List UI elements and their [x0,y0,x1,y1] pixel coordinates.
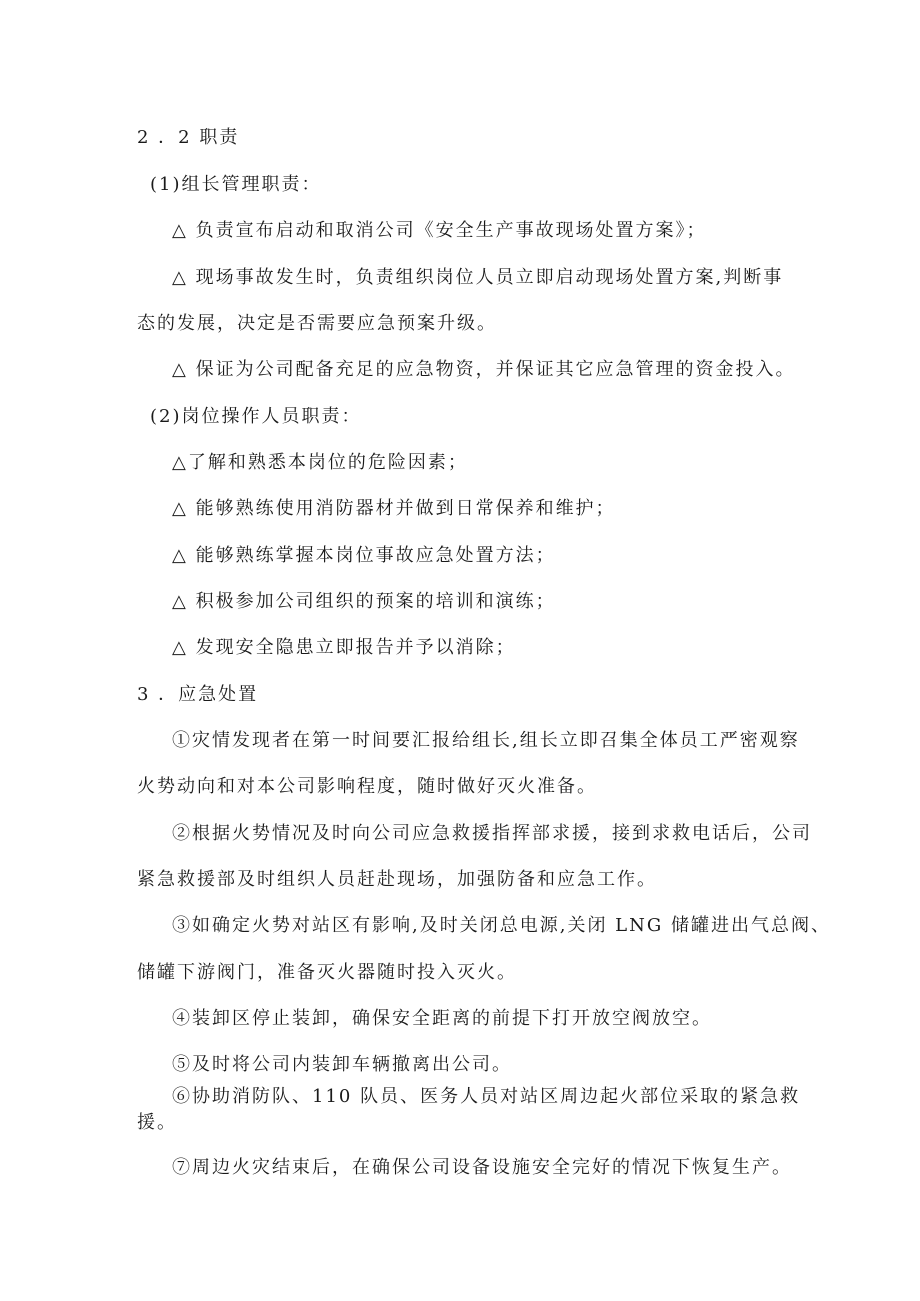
list-item: △ 现场事故发生时，负责组织岗位人员立即启动现场处置方案,判断事 [172,267,784,288]
list-item: △ 发现安全隐患立即报告并予以消除； [172,637,516,658]
paragraph-line: 援。 [137,1112,177,1133]
list-item-continuation: 态的发展，决定是否需要应急预案升级。 [137,313,497,334]
paragraph-line: 储罐下游阀门，准备灭火器随时投入灭火。 [137,962,517,983]
subsection-heading-operator-duties: (2)岗位操作人员职责： [150,406,362,427]
paragraph-line: ①灾情发现者在第一时间要汇报给组长,组长立即召集全体员工严密观察 [172,730,800,751]
paragraph-line: ⑦周边火灾结束后，在确保公司设备设施安全完好的情况下恢复生产。 [172,1157,792,1178]
paragraph-line: ②根据火势情况及时向公司应急救援指挥部求援，接到求救电话后，公司 [172,823,812,844]
list-item: △ 能够熟练使用消防器材并做到日常保养和维护； [172,498,616,519]
paragraph-line: 紧急救援部及时组织人员赶赴现场，加强防备和应急工作。 [137,869,657,890]
list-item: △了解和熟悉本岗位的危险因素； [172,452,468,473]
paragraph-line: 火势动向和对本公司影响程度，随时做好灭火准备。 [137,776,597,797]
list-item: △ 积极参加公司组织的预案的培训和演练； [172,591,556,612]
paragraph-line: ⑥协助消防队、110 队员、医务人员对站区周边起火部位采取的紧急救 [172,1086,801,1107]
paragraph-line: ③如确定火势对站区有影响,及时关闭总电源,关闭 LNG 储罐进出气总阀、 [172,915,831,936]
list-item: △ 负责宣布启动和取消公司《安全生产事故现场处置方案》； [172,220,707,241]
list-item: △ 保证为公司配备充足的应急物资，并保证其它应急管理的资金投入。 [172,359,796,380]
section-heading-2-2: 2 ．2 职责 [137,127,240,148]
paragraph-line: ⑤及时将公司内装卸车辆撤离出公司。 [172,1054,512,1075]
paragraph-line: ④装卸区停止装卸，确保安全距离的前提下打开放空阀放空。 [172,1008,712,1029]
subsection-heading-leader-duties: (1)组长管理职责： [150,174,322,195]
section-heading-emergency-response: 3 ．应急处置 [137,684,259,705]
list-item: △ 能够熟练掌握本岗位事故应急处置方法； [172,545,556,566]
